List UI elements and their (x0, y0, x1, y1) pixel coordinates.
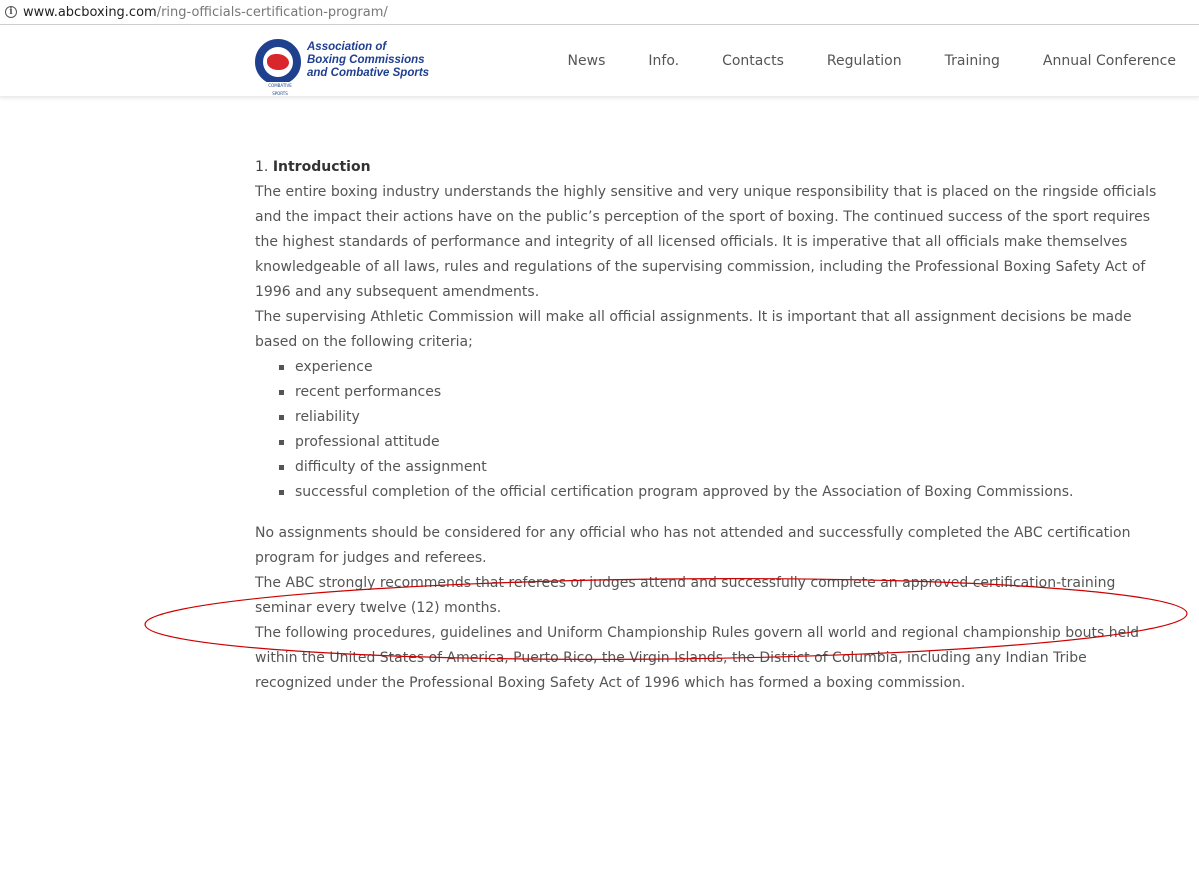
site-header (0, 25, 1199, 97)
list-item: successful completion of the official certification program approved by the Association of Boxing Commissions. (277, 480, 1165, 505)
info-icon[interactable]: i (5, 6, 17, 18)
heading-text: Introduction (272, 159, 371, 175)
url-host: www.abcboxing.com (23, 4, 157, 20)
nav-info[interactable]: Info. (648, 52, 680, 69)
nav-regulation[interactable]: Regulation (826, 52, 902, 69)
list-item: difficulty of the assignment (277, 455, 1165, 480)
paragraph-procedures: The following procedures, guidelines and Uniform Championship Rules govern all world and regional championship bouts held within the United States of America, Puerto Rico, the Virgin Islands, the District of Columbia, including any Indian Tribe recognized under the Professional Boxing Safety Act of 1996 which has formed a boxing commission. (255, 625, 1140, 691)
criteria-list (255, 355, 1165, 505)
logo-line-3: and Combative Sports (307, 66, 430, 79)
list-item: experience (277, 355, 1165, 380)
main-nav (568, 25, 1176, 96)
site-logo[interactable] (255, 37, 430, 96)
seal-tag: COMBATIVE SPORTS (261, 82, 299, 90)
logo-line-1: Association of (307, 40, 387, 53)
url-text[interactable] (23, 5, 388, 20)
main-content (255, 155, 1165, 696)
paragraph-recommendation: The ABC strongly recommends that referees or judges attend and successfully complete an approved certification-training seminar every twelve (12) months. (255, 575, 1116, 616)
url-path: /ring-officials-certification-program/ (156, 4, 388, 20)
nav-news[interactable]: News (567, 52, 606, 69)
seal-icon (255, 39, 301, 96)
logo-line-2: Boxing Commissions (307, 53, 425, 66)
list-item: reliability (277, 405, 1165, 430)
paragraph-intro: The entire boxing industry understands the highly sensitive and very unique responsibility that is placed on the ringside officials and the impact their actions have on the public’s perception of the sport of boxing. The continued success of the sport requires the highest standards of performance and integrity of all licensed officials. It is imperative that all officials make themselves knowledgeable of all laws, rules and regulations of the supervising commission, including the Professional Boxing Safety Act of 1996 and any subsequent amendments. (255, 184, 1157, 300)
nav-annual-conference[interactable]: Annual Conference (1042, 52, 1176, 69)
list-item: professional attitude (277, 430, 1165, 455)
nav-training[interactable]: Training (944, 52, 1000, 69)
list-item: recent performances (277, 380, 1165, 405)
nav-contacts[interactable]: Contacts (722, 52, 784, 69)
paragraph-criteria-lead: The supervising Athletic Commission will make all official assignments. It is important that all assignment decisions be made based on the following criteria; (255, 309, 1132, 350)
heading-number: 1. (255, 159, 269, 175)
paragraph-no-assignments: No assignments should be considered for any official who has not attended and successfully completed the ABC certification program for judges and referees. (255, 525, 1131, 566)
logo-text (307, 41, 429, 80)
section-heading (255, 155, 1165, 180)
address-bar[interactable] (0, 0, 1199, 25)
